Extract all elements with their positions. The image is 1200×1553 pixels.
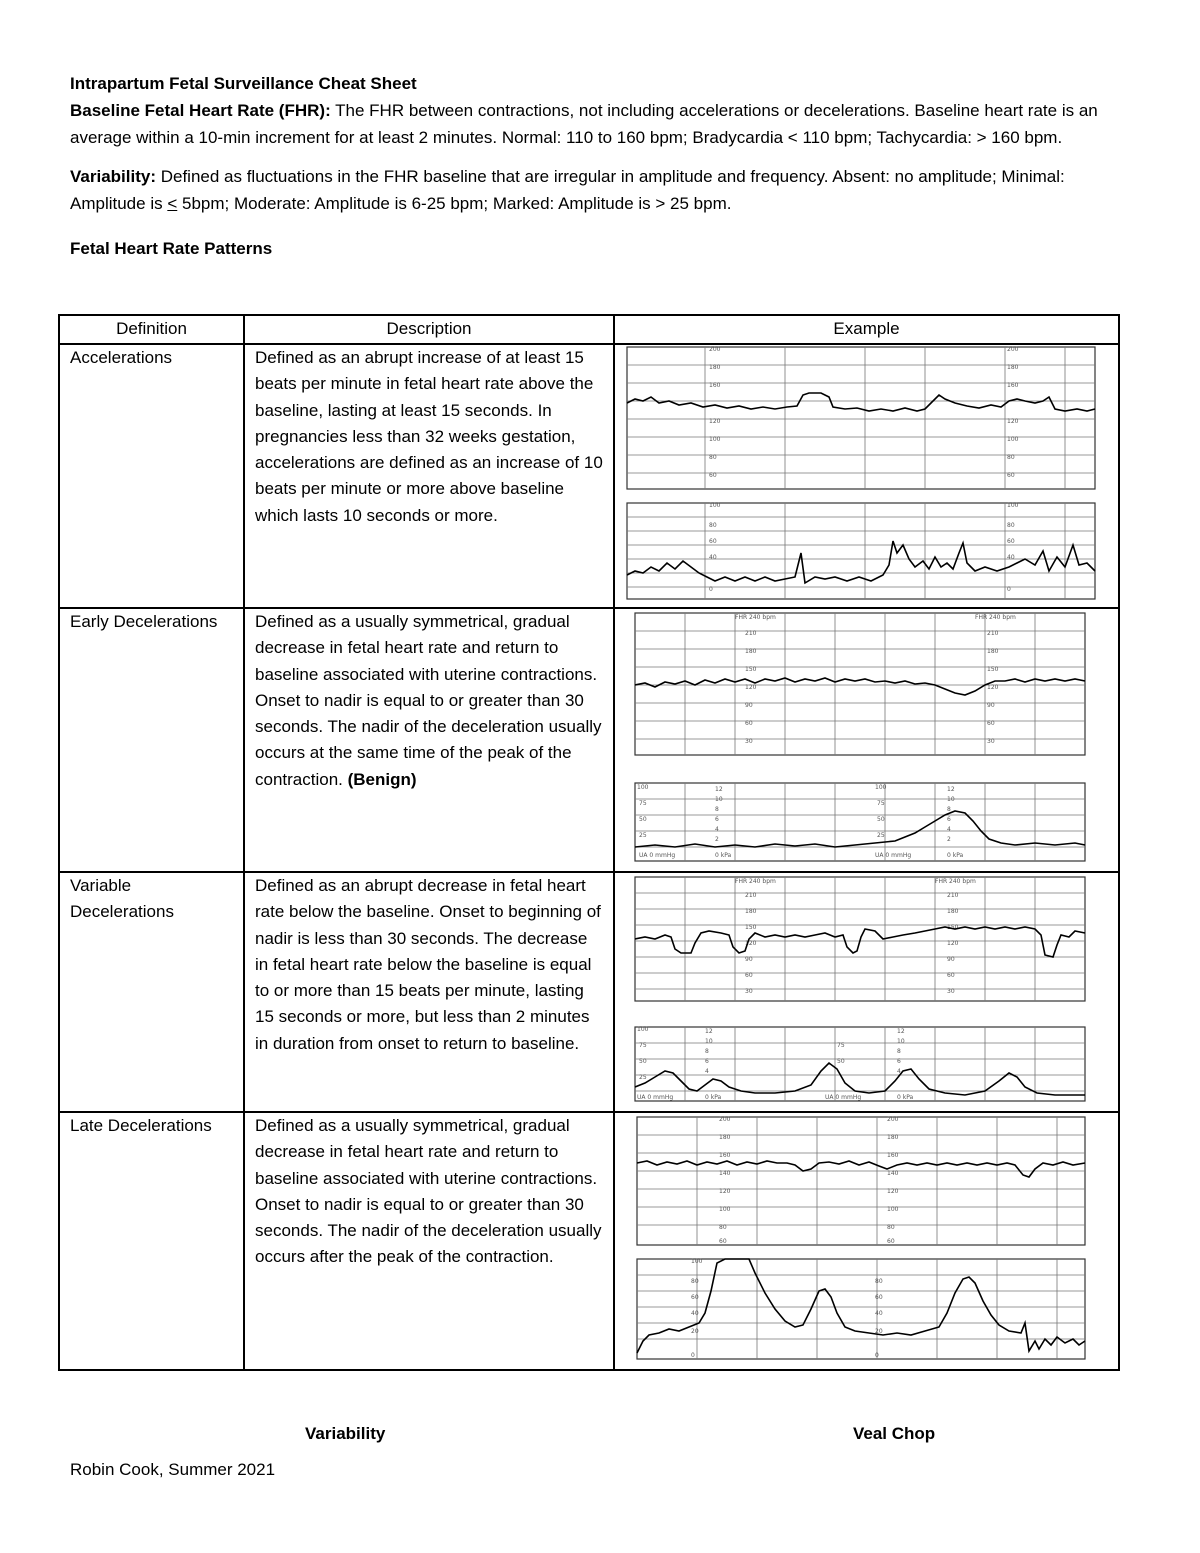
svg-text:40: 40 bbox=[709, 554, 717, 561]
svg-text:90: 90 bbox=[987, 702, 995, 709]
svg-text:60: 60 bbox=[691, 1294, 699, 1301]
svg-text:20: 20 bbox=[691, 1328, 699, 1335]
svg-text:120: 120 bbox=[887, 1188, 899, 1195]
svg-text:6: 6 bbox=[897, 1058, 901, 1065]
svg-text:210: 210 bbox=[947, 892, 959, 899]
variability-heading: Variability bbox=[305, 1424, 386, 1443]
svg-text:60: 60 bbox=[719, 1238, 727, 1245]
svg-text:8: 8 bbox=[897, 1048, 901, 1055]
svg-text:120: 120 bbox=[709, 418, 721, 425]
svg-text:0 kPa: 0 kPa bbox=[947, 852, 964, 859]
svg-text:120: 120 bbox=[987, 684, 999, 691]
svg-text:0: 0 bbox=[691, 1352, 695, 1359]
svg-text:160: 160 bbox=[709, 382, 721, 389]
svg-text:8: 8 bbox=[715, 806, 719, 813]
svg-text:90: 90 bbox=[745, 956, 753, 963]
svg-text:100: 100 bbox=[637, 784, 649, 791]
author-credit: Robin Cook, Summer 2021 bbox=[70, 1460, 276, 1479]
svg-text:0: 0 bbox=[709, 586, 713, 593]
example-accelerations bbox=[614, 344, 1119, 608]
svg-text:6: 6 bbox=[705, 1058, 709, 1065]
uterine-activity-panel bbox=[635, 783, 1085, 861]
baseline-paragraph bbox=[70, 97, 1120, 151]
svg-text:120: 120 bbox=[745, 684, 757, 691]
section-title: Fetal Heart Rate Patterns bbox=[70, 239, 273, 258]
description-early-decelerations: Defined as a usually symmetrical, gradual decrease in fetal heart rate and return to baseline associated with uterine contractions. Onset to nadir is equal to or greater than 30 seconds. The nadir of the deceleration usually occurs at the same time of the peak of the contraction. (Benign) bbox=[244, 608, 614, 872]
svg-text:180: 180 bbox=[709, 364, 721, 371]
svg-text:100: 100 bbox=[875, 784, 887, 791]
svg-text:12: 12 bbox=[897, 1028, 905, 1035]
svg-text:10: 10 bbox=[705, 1038, 713, 1045]
svg-text:25: 25 bbox=[639, 832, 647, 839]
svg-text:0: 0 bbox=[875, 1352, 879, 1359]
uterine-activity-panel bbox=[637, 1258, 1085, 1359]
svg-text:180: 180 bbox=[947, 908, 959, 915]
svg-text:UA 0 mmHg: UA 0 mmHg bbox=[825, 1094, 862, 1101]
svg-text:75: 75 bbox=[877, 800, 885, 807]
svg-text:120: 120 bbox=[719, 1188, 731, 1195]
fhr-patterns-table bbox=[58, 314, 1120, 1371]
svg-text:180: 180 bbox=[987, 648, 999, 655]
svg-text:25: 25 bbox=[877, 832, 885, 839]
fhr-panel bbox=[627, 346, 1095, 489]
svg-text:160: 160 bbox=[719, 1152, 731, 1159]
svg-text:60: 60 bbox=[1007, 472, 1015, 479]
svg-text:180: 180 bbox=[887, 1134, 899, 1141]
svg-text:160: 160 bbox=[1007, 382, 1019, 389]
svg-text:UA 0 mmHg: UA 0 mmHg bbox=[639, 852, 676, 859]
description-late-decelerations: Defined as a usually symmetrical, gradual decrease in fetal heart rate and return to baseline associated with uterine contractions. Onset to nadir is equal to or greater than 30 seconds. The nadir of the deceleration usually occurs after the peak of the contraction. bbox=[244, 1112, 614, 1370]
svg-text:200: 200 bbox=[719, 1116, 731, 1123]
less-equal-symbol: < bbox=[167, 194, 178, 213]
svg-text:120: 120 bbox=[745, 940, 757, 947]
fhr-panel bbox=[635, 613, 1085, 755]
early-deceleration-tracing bbox=[625, 609, 1097, 865]
header-description: Description bbox=[244, 315, 614, 344]
svg-text:150: 150 bbox=[987, 666, 999, 673]
example-variable-decelerations bbox=[614, 872, 1119, 1112]
svg-text:120: 120 bbox=[1007, 418, 1019, 425]
svg-text:0 kPa: 0 kPa bbox=[715, 852, 732, 859]
svg-text:80: 80 bbox=[887, 1224, 895, 1231]
document-body bbox=[70, 70, 1120, 262]
svg-text:200: 200 bbox=[1007, 346, 1019, 353]
svg-text:60: 60 bbox=[947, 972, 955, 979]
table-row bbox=[59, 872, 1119, 1112]
svg-text:80: 80 bbox=[875, 1278, 883, 1285]
table-header-row bbox=[59, 315, 1119, 344]
svg-text:FHR 240 bpm: FHR 240 bpm bbox=[935, 878, 976, 885]
svg-text:8: 8 bbox=[705, 1048, 709, 1055]
baseline-label: Baseline Fetal Heart Rate (FHR): bbox=[70, 101, 331, 120]
uterine-activity-panel bbox=[635, 1026, 1085, 1101]
svg-text:60: 60 bbox=[745, 720, 753, 727]
term-accelerations: Accelerations bbox=[59, 344, 244, 608]
variability-text-before: Defined as fluctuations in the FHR baseline that are irregular in amplitude and frequency. Absent: no amplitude; Minimal: Amplitude is bbox=[70, 167, 1065, 213]
svg-text:30: 30 bbox=[987, 738, 995, 745]
svg-text:0 kPa: 0 kPa bbox=[705, 1094, 722, 1101]
description-variable-decelerations: Defined as an abrupt decrease in fetal heart rate below the baseline. Onset to beginning of nadir is less than 30 seconds. The decrease in fetal heart rate below the baseline is equal to or more than 15 beats per minute, lasting 15 seconds or more, but less than 2 minutes in duration from onset to return to baseline. bbox=[244, 872, 614, 1112]
svg-text:100: 100 bbox=[1007, 502, 1019, 509]
svg-text:80: 80 bbox=[719, 1224, 727, 1231]
svg-text:180: 180 bbox=[719, 1134, 731, 1141]
svg-text:30: 30 bbox=[745, 738, 753, 745]
svg-text:12: 12 bbox=[705, 1028, 713, 1035]
fhr-panel bbox=[637, 1116, 1085, 1245]
term-variable-decelerations: Variable Decelerations bbox=[59, 872, 244, 1112]
late-deceleration-tracing bbox=[625, 1113, 1097, 1363]
svg-text:10: 10 bbox=[715, 796, 723, 803]
svg-text:60: 60 bbox=[1007, 538, 1015, 545]
svg-text:80: 80 bbox=[1007, 454, 1015, 461]
svg-text:200: 200 bbox=[709, 346, 721, 353]
svg-text:4: 4 bbox=[715, 826, 719, 833]
svg-text:6: 6 bbox=[947, 816, 951, 823]
svg-text:100: 100 bbox=[637, 1026, 649, 1033]
svg-text:50: 50 bbox=[639, 816, 647, 823]
variable-deceleration-tracing bbox=[625, 873, 1097, 1107]
svg-text:FHR 240 bpm: FHR 240 bpm bbox=[735, 878, 776, 885]
svg-text:40: 40 bbox=[875, 1310, 883, 1317]
table-row bbox=[59, 1112, 1119, 1370]
svg-text:FHR 240 bpm: FHR 240 bpm bbox=[735, 614, 776, 621]
svg-text:0: 0 bbox=[1007, 586, 1011, 593]
svg-text:12: 12 bbox=[947, 786, 955, 793]
svg-text:4: 4 bbox=[947, 826, 951, 833]
svg-text:30: 30 bbox=[947, 988, 955, 995]
term-early-decelerations: Early Decelerations bbox=[59, 608, 244, 872]
description-accelerations: Defined as an abrupt increase of at least 15 beats per minute in fetal heart rate above the baseline, lasting at least 15 seconds. In pregnancies less than 32 weeks gestation, accelerations are defined as an increase of 10 beats per minute or more above baseline which lasts 10 seconds or more. bbox=[244, 344, 614, 608]
uterine-activity-panel bbox=[627, 502, 1095, 599]
svg-text:90: 90 bbox=[947, 956, 955, 963]
svg-text:75: 75 bbox=[639, 800, 647, 807]
svg-text:0 kPa: 0 kPa bbox=[897, 1094, 914, 1101]
veal-chop-heading: Veal Chop bbox=[853, 1424, 936, 1443]
svg-text:50: 50 bbox=[639, 1058, 647, 1065]
svg-text:4: 4 bbox=[705, 1068, 709, 1075]
table-row bbox=[59, 344, 1119, 608]
svg-text:25: 25 bbox=[639, 1074, 647, 1081]
svg-text:80: 80 bbox=[691, 1278, 699, 1285]
svg-text:75: 75 bbox=[837, 1042, 845, 1049]
svg-text:100: 100 bbox=[691, 1258, 703, 1265]
svg-text:60: 60 bbox=[709, 472, 717, 479]
svg-text:6: 6 bbox=[715, 816, 719, 823]
benign-label: (Benign) bbox=[347, 769, 417, 789]
svg-text:2: 2 bbox=[715, 836, 719, 843]
svg-text:10: 10 bbox=[947, 796, 955, 803]
header-definition: Definition bbox=[59, 315, 244, 344]
svg-text:160: 160 bbox=[887, 1152, 899, 1159]
svg-text:150: 150 bbox=[947, 924, 959, 931]
variability-paragraph bbox=[70, 163, 1120, 217]
svg-text:140: 140 bbox=[887, 1170, 899, 1177]
svg-text:12: 12 bbox=[715, 786, 723, 793]
svg-text:10: 10 bbox=[897, 1038, 905, 1045]
svg-text:100: 100 bbox=[709, 436, 721, 443]
svg-text:180: 180 bbox=[745, 908, 757, 915]
svg-text:50: 50 bbox=[837, 1058, 845, 1065]
fhr-panel bbox=[635, 877, 1085, 1001]
svg-text:2: 2 bbox=[947, 836, 951, 843]
svg-text:80: 80 bbox=[709, 454, 717, 461]
svg-text:75: 75 bbox=[639, 1042, 647, 1049]
svg-text:200: 200 bbox=[887, 1116, 899, 1123]
svg-text:80: 80 bbox=[1007, 522, 1015, 529]
svg-text:80: 80 bbox=[709, 522, 717, 529]
svg-text:100: 100 bbox=[719, 1206, 731, 1213]
svg-text:100: 100 bbox=[887, 1206, 899, 1213]
svg-text:FHR 240 bpm: FHR 240 bpm bbox=[975, 614, 1016, 621]
svg-text:8: 8 bbox=[947, 806, 951, 813]
svg-text:60: 60 bbox=[745, 972, 753, 979]
svg-text:180: 180 bbox=[1007, 364, 1019, 371]
svg-text:60: 60 bbox=[987, 720, 995, 727]
baseline-text: The FHR between contractions, not including accelerations or decelerations. Baseline heart rate is an average within a 10-min increment for at least 2 minutes. Normal: 110 to 160 bpm; Bradycardia < 110 bpm; Tachycardia: > 160 bpm. bbox=[70, 101, 1098, 147]
svg-text:150: 150 bbox=[745, 924, 757, 931]
svg-text:60: 60 bbox=[887, 1238, 895, 1245]
example-late-decelerations bbox=[614, 1112, 1119, 1370]
svg-text:100: 100 bbox=[1007, 436, 1019, 443]
svg-text:100: 100 bbox=[709, 502, 721, 509]
svg-text:210: 210 bbox=[987, 630, 999, 637]
svg-text:210: 210 bbox=[745, 630, 757, 637]
svg-text:180: 180 bbox=[745, 648, 757, 655]
svg-text:4: 4 bbox=[897, 1068, 901, 1075]
page-title: Intrapartum Fetal Surveillance Cheat Sheet bbox=[70, 74, 417, 93]
svg-text:150: 150 bbox=[745, 666, 757, 673]
header-example: Example bbox=[614, 315, 1119, 344]
svg-text:UA 0 mmHg: UA 0 mmHg bbox=[637, 1094, 674, 1101]
svg-text:20: 20 bbox=[875, 1328, 883, 1335]
svg-text:210: 210 bbox=[745, 892, 757, 899]
svg-text:30: 30 bbox=[745, 988, 753, 995]
svg-text:140: 140 bbox=[719, 1170, 731, 1177]
variability-text-after: 5bpm; Moderate: Amplitude is 6-25 bpm; Marked: Amplitude is > 25 bpm. bbox=[177, 194, 732, 213]
term-late-decelerations: Late Decelerations bbox=[59, 1112, 244, 1370]
svg-text:90: 90 bbox=[745, 702, 753, 709]
acceleration-tracing bbox=[625, 345, 1097, 601]
svg-text:120: 120 bbox=[947, 940, 959, 947]
svg-text:40: 40 bbox=[691, 1310, 699, 1317]
svg-text:60: 60 bbox=[709, 538, 717, 545]
svg-text:40: 40 bbox=[1007, 554, 1015, 561]
variability-label: Variability: bbox=[70, 167, 156, 186]
svg-text:50: 50 bbox=[877, 816, 885, 823]
table-row bbox=[59, 608, 1119, 872]
svg-text:UA 0 mmHg: UA 0 mmHg bbox=[875, 852, 912, 859]
svg-text:60: 60 bbox=[875, 1294, 883, 1301]
example-early-decelerations bbox=[614, 608, 1119, 872]
